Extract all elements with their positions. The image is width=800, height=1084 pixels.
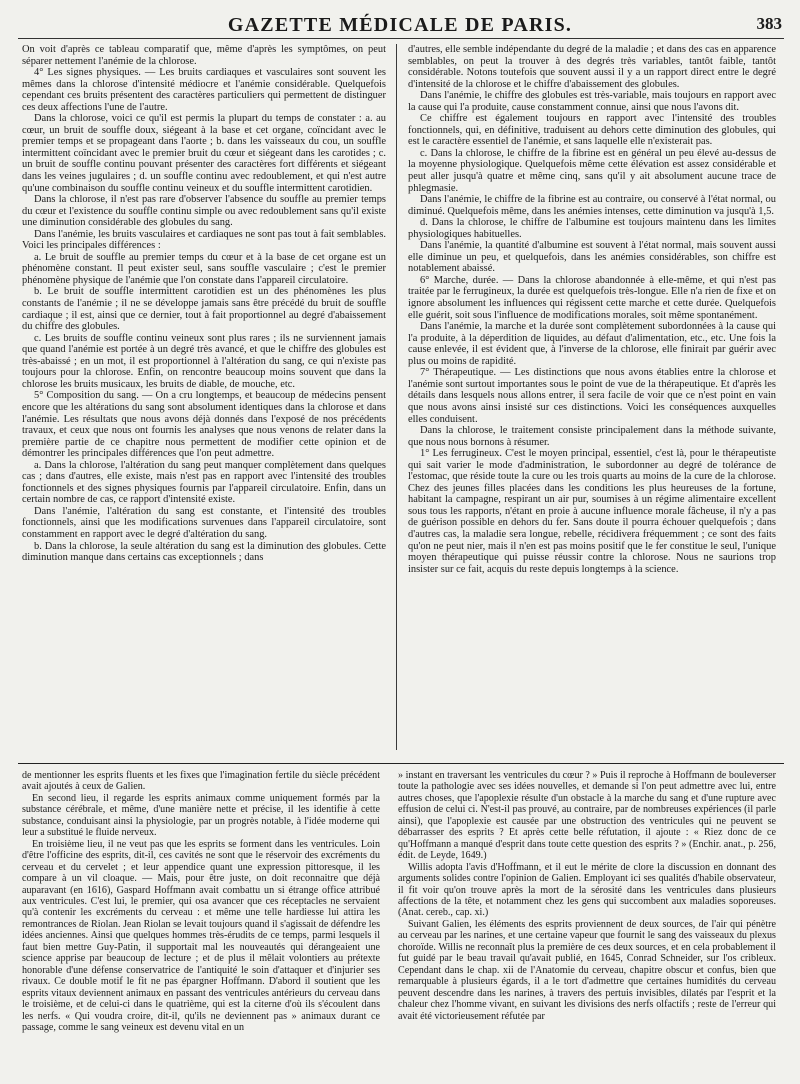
paragraph: 1° Les ferrugineux. C'est le moyen principal, essentiel, c'est là, pour le thérapeutiste qui sait varier le mode d'administration, le subordonner au degré de tolérance de l'estomac, que réside toute la cure ou les trois quarts au moins de la cure de la chlorose. Chez des jeunes filles placées dans les conditions les plus heureuses de la fortune, habitant la campagne, respirant un air pur, soumises à un régime alimentaire excellent sous tous les rapports, n'étant en proie à aucune influence morale fâcheuse, il n'y a pas de guérison possible en dehors du fer. Sans doute il pourra échouer quelquefois ; dans d'autres cas, la maladie sera longue, rebelle, récidivera fréquemment ; ce sont des faits qu'on ne peut nier, mais il n'en est pas moins positif que le fer constitue le seul, l'unique moyen thérapeutique qui puisse réussir contre la chlorose. Nous ne saurions trop insister sur ce fait, acquis du reste depuis longtemps à la science. (408, 448, 776, 575)
paragraph: Dans l'anémie, le chiffre de la fibrine est au contraire, ou conservé à l'état normal, ou diminué. Quelquefois même, dans les anémies intenses, cette diminution va jusqu'à 1,5. (408, 194, 776, 217)
left-column (22, 44, 386, 760)
paragraph: Dans l'anémie, la quantité d'albumine est souvent à l'état normal, mais souvent aussi elle diminue un peu, et quelquefois, dans les anémies considérables, son chiffre est notablement abaissé. (408, 240, 776, 275)
page-header (0, 6, 800, 38)
paragraph: 7° Thérapeutique. — Les distinctions que nous avons établies entre la chlorose et l'anémie sont surtout importantes sous le point de vue de la thérapeutique. Et d'après les détails dans lesquels nous allons entrer, il sera facile de voir que ce n'est point en vain que nous avons ainsi insisté sur ces distinctions. Voici les conséquences auxquelles elles conduisent. (408, 367, 776, 425)
paragraph: 6° Marche, durée. — Dans la chlorose abandonnée à elle-même, et qui n'est pas traitée par le ferrugineux, la durée est quelquefois très-longue. Elle n'a rien de fixe et on ignore absolument les influences qui régissent cette marche et cette durée. Quelquefois elle guérit, soit sous l'influence de modifications morales, soit même spontanément. (408, 274, 776, 321)
paragraph: En troisième lieu, il ne veut pas que les esprits se forment dans les ventricules. Loin d'être l'officine des esprits, dit-il, ces cavités ne sont que le réservoir des excréments du cerveau et du cervelet ; et leur appendice quant une expression pittoresque, il les compare à un vil cloaque. — Mais, pour être juste, on doit reconnaitre que déjà auparavant (en 1616), Gaspard Hoffmann avait combattu un si étrange office attribué aux ventricules. C'est lui, le premier, qui osa avancer que ces réceptacles ne servaient qu'à contenir les excréments du cerveau : et même une telle hardiesse lui attira les remontrances de Riolan. Jean Riolan se levait toujours quand il s'agissait de défendre les idées anciennes. Ainsi que quelques hommes très-érudits de ce temps, parmi lesquels il faut bien mettre Guy-Patin, il supportait mal les nouveautés qui dérangeaient une science apprise par beaucoup de lecture ; et de plus il mêlait volontiers au prétexte honorable d'une défense conservatrice de l'antiquité le soin d'attaquer et d'injurier ses rivaux. Ce double motif le fit ne pas épargner Hoffmann. D'abord il soutient que les esprits vitaux deviennent animaux en passant des ventricules antérieurs du cerveau dans le troisième, et de celui-ci dans le quatrième, qui est la citerne d'où ils s'écoulent dans les nerfs. « Qui voudra croire, dit-il, qu'ils ne deviennent pas » animaux durant ce passage, comme le sang veineux est devenu vital en un (22, 838, 380, 1033)
paragraph: Dans l'anémie, l'altération du sang est constante, et l'intensité des troubles fonctionnels, ainsi que les modifications survenues dans l'appareil circulatoire, sont constamment en rapport avec le degré d'altération du sang. (22, 505, 386, 540)
column-divider (396, 44, 397, 750)
paragraph: b. Dans la chlorose, la seule altération du sang est la diminution des globules. Cette diminution manque dans certains cas exceptionnels ; dans (22, 540, 386, 564)
paragraph: Dans l'anémie, les bruits vasculaires et cardiaques ne sont pas tout à fait semblables. Voici les principales différences : (22, 228, 386, 252)
paragraph: c. Les bruits de souffle continu veineux sont plus rares ; ils ne surviennent jamais que quand l'anémie est portée à un degré très avancé, et que le chiffre des globules est très-abaissé ; en un mot, il est proportionnel à l'altération du sang, ce qui n'existe pas toujours pour la chlorose. Enfin, on rencontre beaucoup moins souvent que dans la chlorose les bruits musicaux, les bruits de diable, de mouche, etc. (22, 332, 386, 390)
paragraph: Dans la chlorose, voici ce qu'il est permis la plupart du temps de constater : a. au cœur, un bruit de souffle doux, siégeant à la base et cet organe, coïncidant avec le premier temps et se propageant dans l'aorte ; b. dans les vaisseaux du cou, un souffle intermittent coïncidant avec le premier bruit du cœur et siégeant dans les carotides ; c. un bruit de souffle continu pouvant présenter des caractères fort différents et siégeant dans les veines jugulaires ; d. un souffle continu avec redoublement, et qui n'est autre qu'une combinaison du souffle continu veineux et du souffle intermittent carotidien. (22, 113, 386, 194)
paragraph: Dans l'anémie, le chiffre des globules est très-variable, mais toujours en rapport avec la cause qui l'a produite, cause constamment connue, ainsi que nous l'avons dit. (408, 90, 776, 113)
paragraph: 5° Composition du sang. — On a cru longtemps, et beaucoup de médecins pensent encore que les altérations du sang sont absolument identiques dans la chlorose et dans l'anémie. Les résultats que nous avons déjà donnés dans l'exposé de nos précédents travaux, et ceux que nous ont fournis les analyses que nous venons de relater dans la première partie de ce chapitre nous permettent de modifier cette opinion et de démontrer les principales différences que l'on peut admettre. (22, 390, 386, 460)
paragraph: Dans l'anémie, la marche et la durée sont complètement subordonnées à la cause qui l'a produite, à la déperdition de liquides, au défaut d'alimentation, etc., etc. Une fois la cause enlevée, il est évident que, à l'inverse de la chlorose, elle finirait par guérir avec plus ou moins de rapidité. (408, 321, 776, 367)
paragraph: b. Le bruit de souffle intermittent carotidien est un des phénomènes les plus constants de l'anémie ; il ne se développe jamais sans être précédé du bruit de souffle cardiaque ; il est, ainsi que ce dernier, tout à fait proportionnel au degré d'abaissement du chiffre des globules. (22, 286, 386, 333)
feuilleton-left-column (22, 770, 380, 1080)
paragraph: d'autres, elle semble indépendante du degré de la maladie ; et dans des cas en apparence semblables, on peut la trouver à des degrés très variables, tantôt faible, tantôt considérable. Notons toutefois que souvent aussi il y a un rapport direct entre le degré d'intensité de la chlorose et le chiffre d'abaissement des globules. (408, 44, 776, 90)
paragraph: c. Dans la chlorose, le chiffre de la fibrine est en général un peu élevé au-dessus de la moyenne physiologique. Quelquefois même cette élévation est assez considérable et peut aller jusqu'à quatre et même cinq, sans qu'il y ait absolument aucune trace de phlegmasie. (408, 147, 776, 194)
paragraph: Willis adopta l'avis d'Hoffmann, et il eut le mérite de clore la discussion en donnant des arguments solides contre l'opinion de Galien. Employant ici ses qualités d'habile observateur, il fit voir qu'on trouve après la mort de la sérosité dans les ventricules dans plusieurs affections de la tête, et notamment chez les gens qui succombent aux maladies soporeuses. (Anat. cereb., cap. xi.) (398, 861, 776, 919)
paragraph: Dans la chlorose, le traitement consiste principalement dans la méthode suivante, que nous nous bornons à résumer. (408, 425, 776, 448)
page-number: 383 (756, 14, 782, 33)
header-rule (18, 38, 784, 39)
feuilleton-right-column (398, 770, 776, 1080)
paragraph: En second lieu, il regarde les esprits animaux comme uniquement formés par la substance cérébrale, et même, d'une manière nette et précise, il les identifie à cette substance, conduisant ainsi la physiologie, par un progrès notable, à l'idée moderne qui leur a substitué le fluide nerveux. (22, 792, 380, 839)
paragraph: Suivant Galien, les éléments des esprits proviennent de deux sources, de l'air qui pénètre au cerveau par les narines, et une certaine vapeur que fournit le sang des vaisseaux du plexus choroïde. Willis ne reconnaît plus la première de ces deux sources, et en cela probablement il fut guidé par le beau travail qu'avait publié, en 1645, Conrad Schneider, sur l'os cribleux. Cependant dans le chap. xii de l'Anatomie du cerveau, chapitre obscur et confus, bien que remarquable à plusieurs égards, il a le tort d'admettre que certaines humidités du cerveau peuvent descendre dans les narines, à travers des pertuis invisibles, dilatés par l'esprit et la chaleur chez l'homme vivant, en suivant les divisions des nerfs olfactifs ; reste de l'erreur qui avait été victorieusement réfutée par (398, 918, 776, 1022)
paragraph: 4° Les signes physiques. — Les bruits cardiaques et vasculaires sont souvent les mêmes dans la chlorose d'intensité médiocre et l'anémie considérable. Quelquefois cependant ces bruits présentent des caractères particuliers qui permettent de distinguer ces deux affections l'une de l'autre. (22, 67, 386, 113)
paragraph: a. Le bruit de souffle au premier temps du cœur et à la base de cet organe est un phénomène constant. Il peut exister seul, sans souffle vasculaire ; c'est le premier phénomène physique de l'anémie que l'on constate dans l'appareil circulatoire. (22, 251, 386, 286)
running-title: GAZETTE MÉDICALE DE PARIS. (227, 14, 573, 36)
paragraph: d. Dans la chlorose, le chiffre de l'albumine est toujours maintenu dans les limites physiologiques habituelles. (408, 217, 776, 240)
paragraph: Dans la chlorose, il n'est pas rare d'observer l'absence du souffle au premier temps du cœur et l'existence du souffle continu simple ou avec redoublement sans qu'il existe une diminution considérable des globules du sang. (22, 194, 386, 229)
right-column (408, 44, 776, 760)
paragraph: » instant en traversant les ventricules du cœur ? » Puis il reproche à Hoffmann de bouleverser toute la pathologie avec ses idées nouvelles, et demande si l'on peut admettre avec lui, entre autres choses, que l'apoplexie résulte d'un obstacle à la marche du sang et d'une rupture avec effusion de celui ci. N'est-il pas prouvé, au contraire, par de nombreuses expériences (il parle ainsi), que l'apoplexie est causée par une obstruction des ventricules qui ne peuvent se débarrasser des esprits ? Et après cette belle réfutation, il ajoute : « Riez donc de ce qu'Hoffmann a manqué d'esprit dans toute cette question des esprits ? » (Enchir. anat., p. 256, édit. de Leyde, 1649.) (398, 770, 776, 862)
paragraph: a. Dans la chlorose, l'altération du sang peut manquer complètement dans quelques cas ; dans d'autres, elle existe, mais n'est pas en rapport avec l'intensité des troubles fonctionnels et des signes physiques fournis par l'appareil circulatoire. Enfin, dans un certain nombre de cas, ce rapport d'intensité existe. (22, 459, 386, 506)
paragraph: On voit d'après ce tableau comparatif que, même d'après les symptômes, on peut séparer nettement l'anémie de la chlorose. (22, 44, 386, 67)
paragraph: Ce chiffre est également toujours en rapport avec l'intensité des troubles fonctionnels, qui, en définitive, traduisent au dehors cette diminution des globules, qui est le caractère essentiel de l'anémie, et sans laquelle elle n'existerait pas. (408, 113, 776, 148)
paragraph: de mentionner les esprits fluents et les fixes que l'imagination fertile du siècle précédent avait ajoutés à ceux de Galien. (22, 770, 380, 793)
section-rule (18, 763, 784, 764)
